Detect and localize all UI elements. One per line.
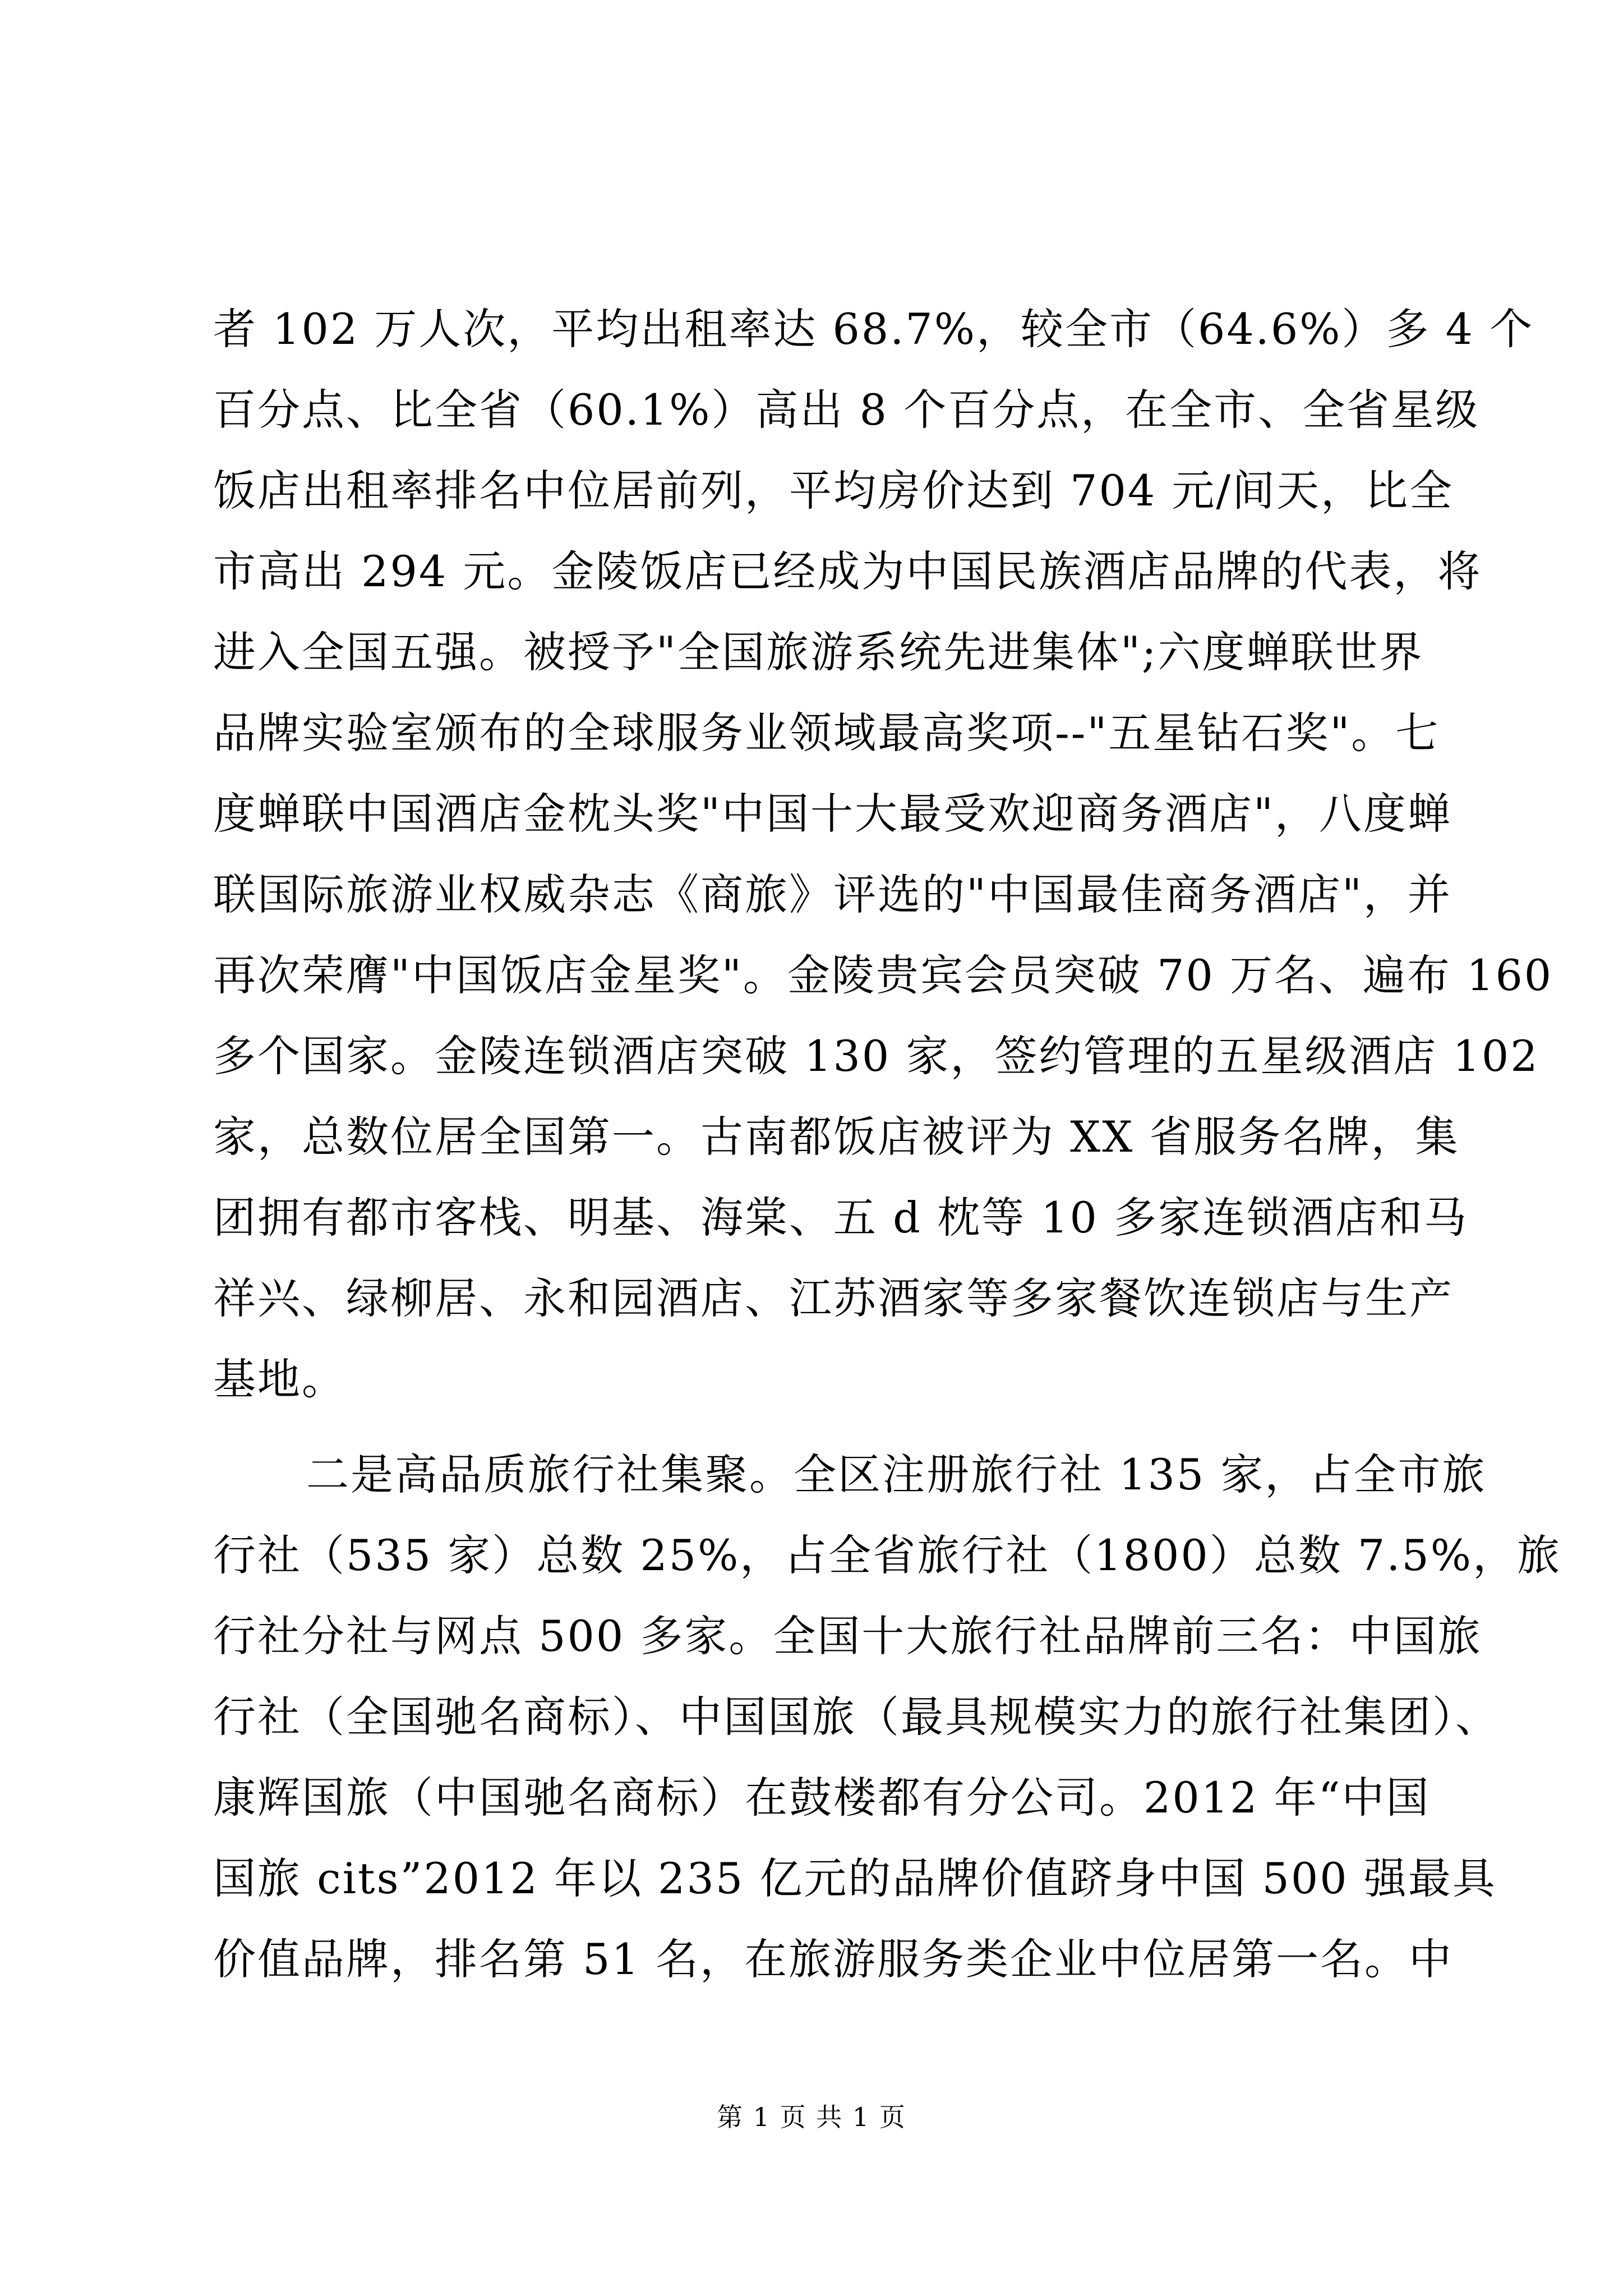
text-line: 团拥有都市客栈、明基、海棠、五 d 枕等 10 多家连锁酒店和马 [213,1193,1468,1243]
text-line: 联国际旅游业权威杂志《商旅》评选的"中国最佳商务酒店"，并 [213,869,1452,919]
text-line: 再次荣膺"中国饭店金星奖"。金陵贵宾会员突破 70 万名、遍布 160 [213,950,1553,1000]
body-text [213,289,1561,2000]
text-line: 康辉国旅（中国驰名商标）在鼓楼都有分公司。2012 年“中国 [213,1773,1431,1823]
text-line: 价值品牌，排名第 51 名，在旅游服务类企业中位居第一名。中 [213,1934,1454,1984]
text-line: 多个国家。金陵连锁酒店突破 130 家，签约管理的五星级酒店 102 [213,1031,1539,1081]
text-line: 饭店出租率排名中位居前列，平均房价达到 704 元/间天，比全 [213,466,1454,516]
text-line: 市高出 294 元。金陵饭店已经成为中国民族酒店品牌的代表，将 [213,546,1482,596]
paragraph-1 [213,289,1553,1420]
page-footer: 第 1 页 共 1 页 [717,2102,906,2132]
paragraph-spacing [213,1420,1419,1434]
text-line: 品牌实验室颁布的全球服务业领域最高奖项--"五星钻石奖"。七 [213,708,1440,758]
text-line: 家，总数位居全国第一。古南都饭店被评为 XX 省服务名牌，集 [213,1112,1460,1162]
paragraph-2 [213,1434,1561,2000]
text-line: 百分点、比全省（60.1%）高出 8 个百分点，在全市、全省星级 [213,385,1480,435]
text-line: 行社分社与网点 500 多家。全国十大旅行社品牌前三名：中国旅 [213,1611,1482,1661]
text-line: 行社（全国驰名商标）、中国国旅（最具规模实力的旅行社集团）、 [213,1692,1500,1742]
text-line: 基地。 [213,1354,346,1404]
text-line: 祥兴、绿柳居、永和园酒店、江苏酒家等多家餐饮连锁店与生产 [213,1273,1454,1323]
text-line: 行社（535 家）总数 25%，占全省旅行社（1800）总数 7.5%，旅 [213,1530,1561,1580]
text-line: 度蝉联中国酒店金枕头奖"中国十大最受欢迎商务酒店"，八度蝉 [213,789,1452,839]
text-line: 二是高品质旅行社集聚。全区注册旅行社 135 家，占全市旅 [306,1450,1487,1499]
text-line: 进入全国五强。被授予"全国旅游系统先进集体";六度蝉联世界 [213,627,1424,677]
text-line: 国旅 cits”2012 年以 235 亿元的品牌价值跻身中国 500 强最具 [213,1853,1497,1903]
text-line: 者 102 万人次，平均出租率达 68.7%，较全市（64.6%）多 4 个 [213,304,1534,354]
